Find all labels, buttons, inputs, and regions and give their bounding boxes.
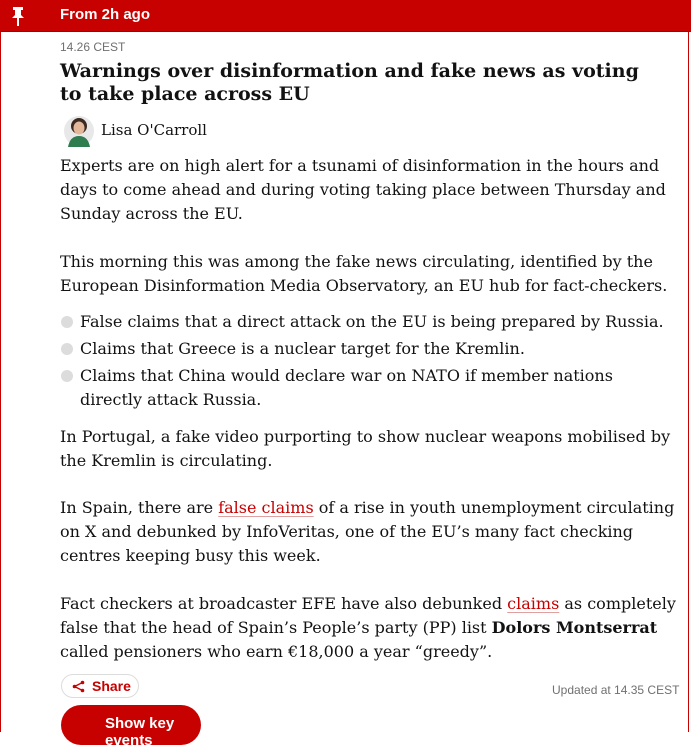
false-claims-link[interactable]: false claims	[218, 498, 314, 517]
list-item	[60, 337, 680, 361]
paragraph-efe	[60, 592, 680, 664]
list-item-text: Claims that Greece is a nuclear target for the Kremlin.	[80, 339, 525, 358]
list-item-text: Claims that China would declare war on NATO if member nations directly attack Russia.	[80, 366, 613, 409]
pinned-post-header	[0, 0, 691, 32]
share-button[interactable]	[61, 674, 139, 698]
claims-link[interactable]: claims	[507, 594, 560, 613]
post-headline: Warnings over disinformation and fake news as voting to take place across EU	[60, 60, 639, 105]
person-name: Dolors Montserrat	[491, 618, 658, 637]
paragraph-spain	[60, 496, 680, 568]
list-item-text: False claims that a direct attack on the EU is being prepared by Russia.	[80, 312, 664, 331]
bullet-icon	[61, 316, 73, 328]
share-icon	[72, 680, 85, 693]
paragraph-intro: Experts are on high alert for a tsunami of disinformation in the hours and days to come ahead and during voting taking place between Thursday and Sunday across the EU.	[60, 156, 666, 223]
list-item	[60, 310, 680, 334]
show-key-events-label: Show key events	[105, 715, 175, 749]
bullet-icon	[61, 370, 73, 382]
show-key-events-button[interactable]	[61, 705, 201, 749]
pin-icon	[8, 5, 28, 27]
list-item	[60, 364, 680, 412]
bullet-icon	[61, 343, 73, 355]
post-timestamp[interactable]: 14.26 CEST	[60, 40, 126, 54]
spain-text-start: In Spain, there are	[60, 498, 219, 517]
spain-text-end: of a rise in youth unemployment circulating on X and debunked by InfoVeritas, one of the EU’s many fact checking centres keeping busy this week.	[60, 498, 675, 565]
author-avatar	[64, 115, 94, 147]
pinned-label: From 2h ago	[60, 6, 151, 23]
updated-timestamp: Updated at 14.35 CEST	[552, 683, 680, 697]
paragraph-portugal: In Portugal, a fake video purporting to show nuclear weapons mobilised by the Kremlin is circulating.	[60, 427, 671, 470]
author-name[interactable]: Lisa O'Carroll	[101, 121, 207, 139]
paragraph-fake-news: This morning this was among the fake news circulating, identified by the European Disinformation Media Observatory, an EU hub for fact-checkers.	[60, 252, 668, 295]
fake-claims-list	[60, 310, 680, 415]
efe-text-middle: as completely false that the head of Spain’s People’s party (PP) list	[60, 594, 676, 637]
share-label: Share	[92, 678, 131, 694]
efe-text-end: called pensioners who earn €18,000 a year “greedy”.	[60, 642, 493, 661]
efe-text-start: Fact checkers at broadcaster EFE have also debunked	[60, 594, 508, 613]
